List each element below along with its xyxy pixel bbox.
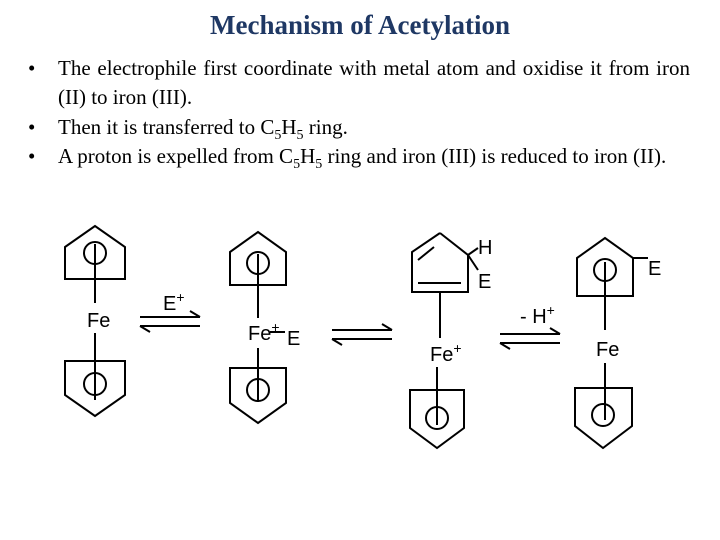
c-e-bond [468,255,478,270]
bullet-list [28,54,690,172]
subscript: 5 [274,127,282,143]
fe-plus-label: Fe+ [248,319,280,345]
aromatic-circle [592,404,614,426]
double-bond [418,247,434,260]
lower-ring [575,388,632,448]
e-label: E [287,328,301,350]
sigma-complex-structure [410,233,478,448]
bullet-text: A proton is expelled from C [58,144,294,169]
electrophile-reagent-label: E+ [163,289,185,315]
equilibrium-arrow-3 [500,328,560,349]
bullet-text: Then it is transferred to C [58,114,275,139]
e-label: E [478,271,492,293]
h-label: H [478,237,493,259]
fe-plus-label: Fe+ [430,340,462,366]
bullet-text: ring and iron (III) is reduced to iron (II). [322,144,667,169]
fe-label: Fe [596,339,620,361]
fe-label: Fe [87,310,111,332]
equilibrium-arrow-2 [332,324,392,345]
bullet-text: H [281,114,297,139]
reaction-scheme [0,220,720,470]
subscript: 5 [315,157,323,173]
page-title: Mechanism of Acetylation [210,10,510,40]
bullet-item-2 [28,113,690,142]
bullet-text: H [300,144,316,169]
e-label: E [648,258,662,280]
proton-loss-label: - H+ [520,302,555,328]
bullet-item-3 [28,142,690,171]
subscript: 5 [296,127,304,143]
c-h-bond [468,248,478,255]
bullet-text: The electrophile first coordinate with metal atom and oxidise it from iron (II) to iron (III). [58,56,690,110]
bullet-text: ring. [303,114,348,139]
bullet-item-1 [28,54,690,113]
subscript: 5 [293,157,301,173]
